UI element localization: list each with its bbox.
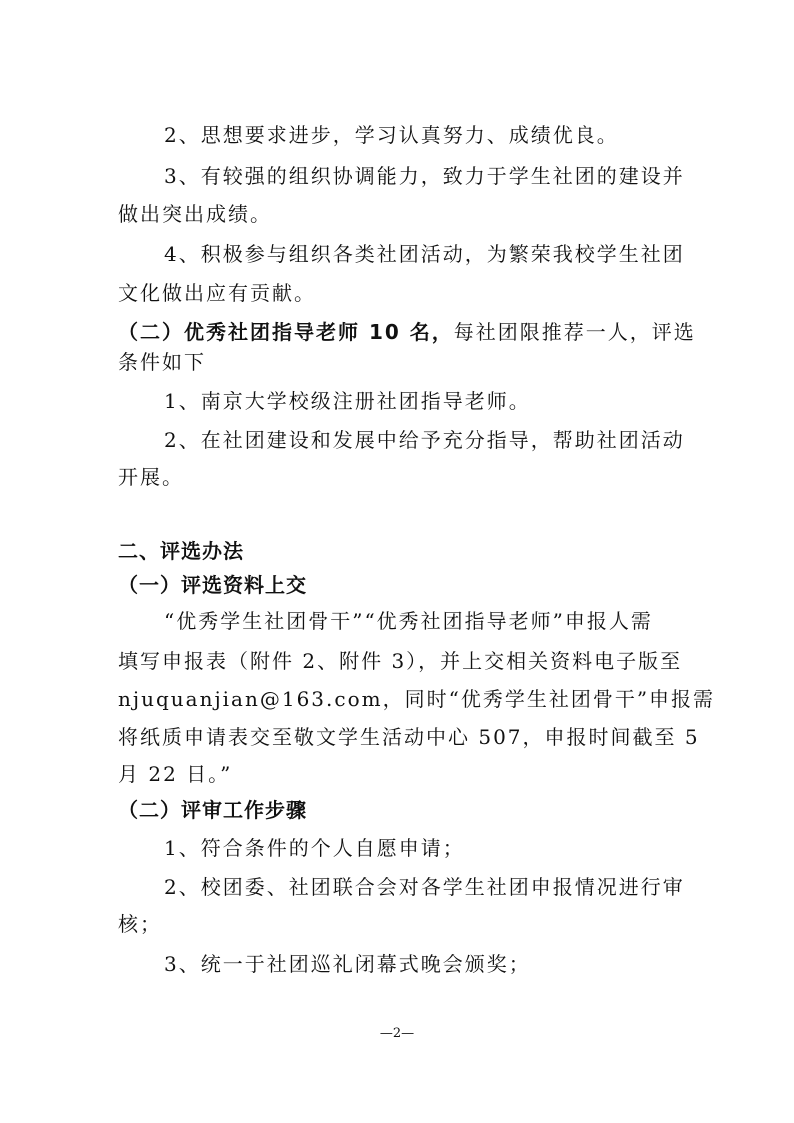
criteria-item-4-line-1: 4、积极参与组织各类社团活动，为繁荣我校学生社团 [164,242,685,266]
criteria-item-3-line-2: 做出突出成绩。 [118,202,272,226]
subsection-heading-review-steps: （二）评审工作步骤 [118,798,307,822]
section-advisor-heading [118,317,696,347]
section-advisor-desc-line-2: 条件如下 [118,350,206,374]
review-step-1: 1、符合条件的个人自愿申请； [164,836,465,860]
advisor-criteria-1: 1、南京大学校级注册社团指导老师。 [164,389,531,413]
advisor-criteria-2-line-2: 开展。 [118,465,184,489]
criteria-item-3-line-1: 3、有较强的组织协调能力，致力于学生社团的建设并 [164,164,685,188]
criteria-item-4-line-2: 文化做出应有贡献。 [118,281,316,305]
criteria-item-2: 2、思想要求进步，学习认真努力、成绩优良。 [164,123,619,147]
materials-paragraph-line-4: 将纸质申请表交至敬文学生活动中心 507，申报时间截至 5 [118,725,700,749]
page-number: —2— [379,1026,415,1041]
advisor-criteria-2-line-1: 2、在社团建设和发展中给予充分指导，帮助社团活动 [164,428,685,452]
materials-paragraph-line-2: 填写申报表（附件 2、附件 3），并上交相关资料电子版至 [118,649,683,673]
section-heading-selection-method: 二、评选办法 [118,539,244,563]
materials-paragraph-line-1: “优秀学生社团骨干”“优秀社团指导老师”申报人需 [164,609,653,633]
section-advisor-desc: 每社团限推荐一人，评选 [453,320,696,344]
subsection-heading-materials: （一）评选资料上交 [118,573,307,597]
review-step-2-line-1: 2、校团委、社团联合会对各学生社团申报情况进行审 [164,875,685,899]
review-step-2-line-2: 核； [118,912,162,936]
section-advisor-title: （二）优秀社团指导老师 10 名， [118,320,454,344]
materials-paragraph-line-5: 月 22 日。” [118,762,233,786]
materials-paragraph-line-3: njuquanjian@163.com，同时“优秀学生社团骨干”申报需 [118,687,716,711]
review-step-3: 3、统一于社团巡礼闭幕式晚会颁奖； [164,952,531,976]
